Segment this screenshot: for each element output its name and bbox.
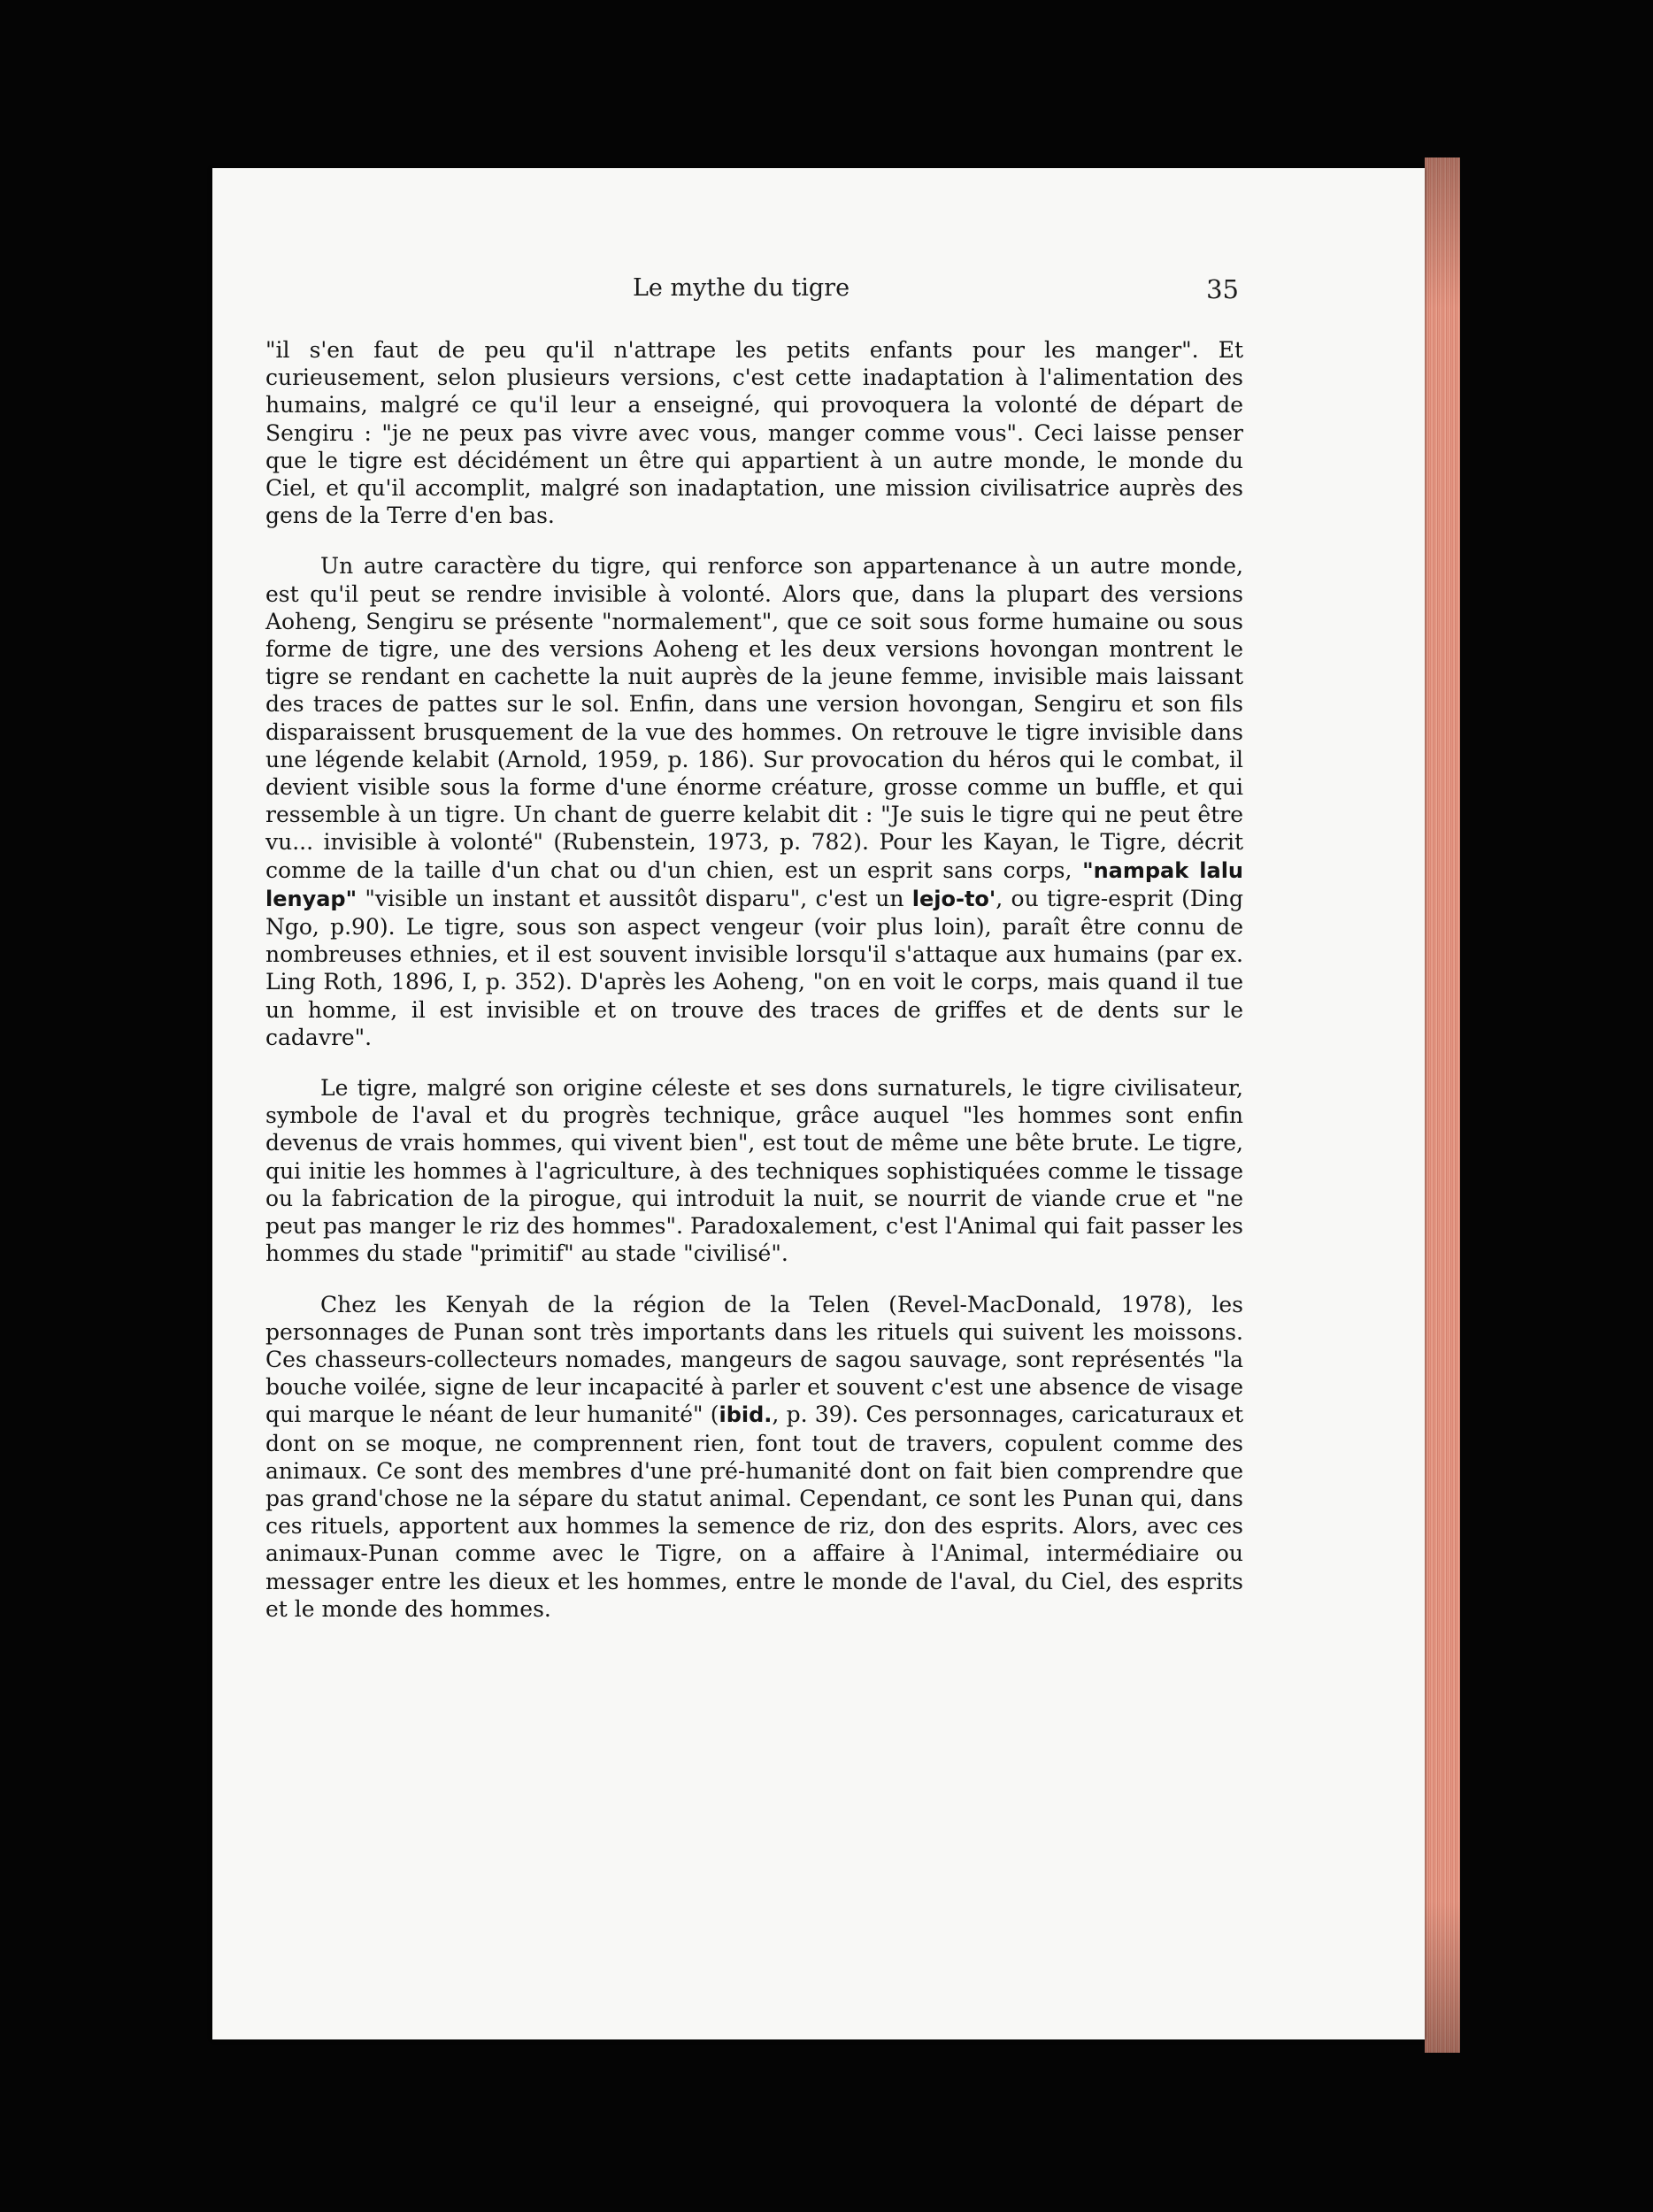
bold-term-lejo-to: lejo-to' — [911, 886, 996, 911]
paragraph-4-rest: , p. 39). Ces personnages, caricaturaux et dont on se moque, ne comprennent rien, font tout de travers, copulent comme des animaux. Ce sont des membres d'une pré-humanité dont on fait bien comprendre que pas grand'chose ne la sépare du statut animal. Cependant, ce sont les Punan qui, dans ces rituels, apportent aux hommes la semence de riz, don des esprits. Alors, avec ces animaux-Punan comme avec le Tigre, on a affaire à l'Animal, intermédiaire ou messager entre les dieux et les hommes, entre le monde de l'aval, du Ciel, des esprits et le monde des hommes. — [265, 1402, 1243, 1622]
paragraph-1-text: "il s'en faut de peu qu'il n'attrape les petits enfants pour les manger". Et curieusement, selon plusieurs versions, c'est cette inadaptation à l'alimentation des humains, malgré ce qu'il leur a enseigné, qui provoquera la volonté de départ de Sengiru : "je ne peux pas vivre avec vous, manger comme vous". Ceci laisse penser que le tigre est décidément un être qui appartient à un autre monde, le monde du Ciel, et qu'il accomplit, malgré son inadaptation, une mission civilisatrice auprès des gens de la Terre d'en bas. — [265, 337, 1243, 529]
running-head — [522, 274, 1319, 310]
page-number: 35 — [1206, 274, 1239, 304]
paragraph-2-mid: "visible un instant et aussitôt disparu", c'est un — [357, 885, 912, 911]
paragraph-4 — [265, 1291, 1243, 1623]
running-title: Le mythe du tigre — [633, 274, 850, 302]
paragraph-2-rest: , ou tigre-esprit (Ding Ngo, p.90). Le tigre, sous son aspect vengeur (voir plus loin), paraît être connu de nombreuses ethnies, et il est souvent invisible lorsqu'il s'attaque aux humains (par ex. Ling Roth, 1896, I, p. 352). D'après les Aoheng, "on en voit le corps, mais quand il tue un homme, il est invisible et on trouve des traces de griffes et de dents sur le cadavre". — [265, 885, 1243, 1050]
paragraph-3 — [265, 1074, 1243, 1267]
page-edge-stack — [1425, 157, 1460, 2053]
paragraph-2 — [265, 552, 1243, 1051]
paragraph-4-text: Chez les Kenyah de la région de la Telen (Revel-MacDonald, 1978), les personnages de Punan sont très importants dans les rituels qui suivent les moissons. Ces chasseurs-collecteurs nomades, mangeurs de sagou sauvage, sont représentés "la bouche voilée, signe de leur incapacité à parler et souvent c'est une absence de visage qui marque le néant de leur humanité" ( — [265, 1291, 1243, 1428]
body-text — [265, 336, 1243, 1646]
paragraph-1 — [265, 336, 1243, 529]
paragraph-2-text: Un autre caractère du tigre, qui renforce son appartenance à un autre monde, est qu'il peut se rendre invisible à volonté. Alors que, dans la plupart des versions Aoheng, Sengiru se présente "normalement", que ce soit sous forme humaine ou sous forme de tigre, une des versions Aoheng et les deux versions hovongan montrent le tigre se rendant en cachette la nuit auprès de la jeune femme, invisible mais laissant des traces de pattes sur le sol. Enfin, dans une version hovongan, Sengiru et son fils disparaissent brusquement de la vue des hommes. On retrouve le tigre invisible dans une légende kelabit (Arnold, 1959, p. 186). Sur provocation du héros qui le combat, il devient visible sous la forme d'une énorme créature, grosse comme un buffle, et qui ressemble à un tigre. Un chant de guerre kelabit dit : "Je suis le tigre qui ne peut être vu... invisible à volonté" (Rubenstein, 1973, p. 782). Pour les Kayan, le Tigre, décrit comme de la taille d'un chat ou d'un chien, est un esprit sans corps, — [265, 553, 1243, 883]
paragraph-3-text: Le tigre, malgré son origine céleste et ses dons surnaturels, le tigre civilisateur, symbole de l'aval et du progrès technique, grâce auquel "les hommes sont enfin devenus de vrais hommes, qui vivent bien", est tout de même une bête brute. Le tigre, qui initie les hommes à l'agriculture, à des techniques sophistiquées comme le tissage ou la fabrication de la pirogue, qui introduit la nuit, se nourrit de viande crue et "ne peut pas manger le riz des hommes". Paradoxalement, c'est l'Animal qui fait passer les hommes du stade "primitif" au stade "civilisé". — [265, 1075, 1243, 1267]
bold-term-ibid: ibid. — [719, 1402, 773, 1428]
bold-term-nampak: "nampak lalu lenyap" — [265, 857, 1244, 911]
